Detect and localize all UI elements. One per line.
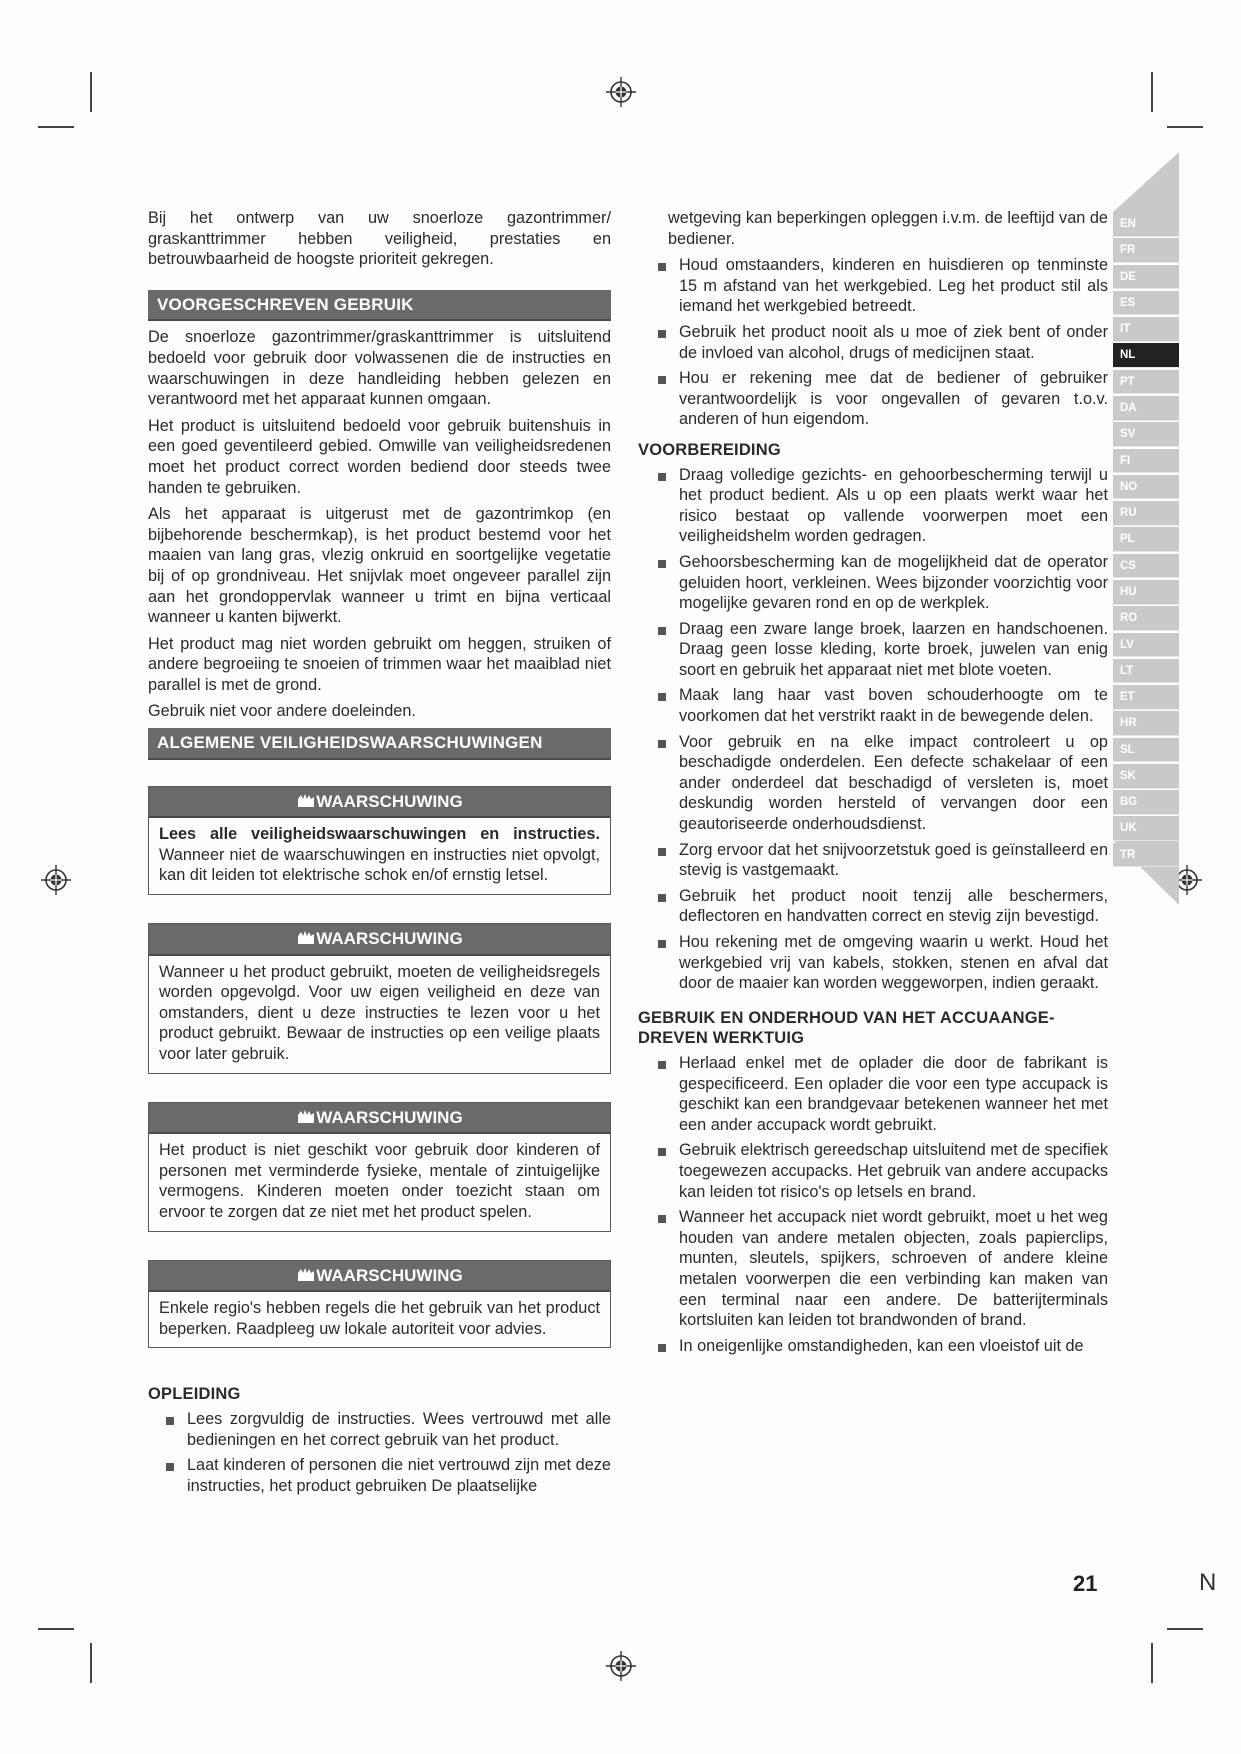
- warning-header: [149, 1103, 610, 1135]
- warning-title: WAARSCHUWING: [316, 791, 463, 811]
- language-tab-pl: PL: [1113, 527, 1179, 552]
- edge-letter: N: [1199, 1569, 1217, 1596]
- language-tab-bg: BG: [1113, 790, 1179, 815]
- battery-tool-list: [640, 1053, 1108, 1356]
- language-tab-hu: HU: [1113, 580, 1179, 605]
- list-item: Hou rekening met de omgeving waarin u werkt. Houd het werkgebied vrij van kabels, stokken, stenen en afval dat door de maaier kan worden weggeworpen, indien geraakt.: [640, 932, 1108, 994]
- section-title-intended-use: VOORGESCHREVEN GEBRUIK: [148, 290, 611, 322]
- language-tab-triangle: [1113, 152, 1179, 212]
- warning-hand-icon: [296, 929, 316, 945]
- list-item: Lees zorgvuldig de instructies. Wees vertrouwd met alle bedieningen en het correct gebruik van het product.: [148, 1409, 611, 1450]
- crop-mark: [38, 1628, 74, 1630]
- paragraph: Gebruik niet voor andere doeleinden.: [148, 702, 416, 721]
- crop-mark: [1151, 72, 1153, 112]
- language-tab-es: ES: [1113, 291, 1179, 316]
- language-tab-sl: SL: [1113, 738, 1179, 763]
- registration-mark-icon: [41, 865, 71, 895]
- language-tab-fi: FI: [1113, 449, 1179, 474]
- section-title-training: OPLEIDING: [148, 1385, 241, 1404]
- list-item: Gehoorsbescherming kan de mogelijkheid dat de operator geluiden hoort, verkleinen. Wees bijzonder voorzichtig voor mogelijke gevaren rond en op de werkplek.: [640, 552, 1108, 614]
- warning-hand-icon: [296, 1266, 316, 1282]
- crop-mark: [90, 72, 92, 112]
- training-list-continued: [640, 255, 1108, 430]
- warning-body: Het product is niet geschikt voor gebruik door kinderen of personen met verminderde fysieke, mentale of zintuigelijke vermogens. Kinderen moeten onder toezicht staan om ervoor te zorgen dat ze niet met het product spelen.: [159, 1141, 600, 1221]
- language-tab-ro: RO: [1113, 606, 1179, 631]
- language-tab-da: DA: [1113, 396, 1179, 421]
- preparation-list: [640, 465, 1108, 994]
- intro-paragraph: Bij het ontwerp van uw snoerloze gazontrimmer/ graskanttrimmer hebben veiligheid, prestaties en betrouwbaarheid de hoogste prioriteit gekregen.: [148, 209, 611, 269]
- crop-mark: [1151, 1643, 1153, 1683]
- warning-text: Wanneer niet de waarschuwingen en instructies niet opvolgt, kan dit leiden tot elektrische schok en/of ernstig letsel.: [159, 845, 600, 885]
- language-tab-uk: UK: [1113, 816, 1179, 841]
- list-item: Gebruik het product nooit tenzij alle beschermers, deflectoren en handvatten correct en stevig zijn bevestigd.: [640, 886, 1108, 927]
- warning-body: Wanneer u het product gebruikt, moeten de veiligheidsregels worden opgevolgd. Voor uw eigen veiligheid en deze van omstanders, dient u deze instructies te lezen voor u het product gebruikt. Bewaar de instructies op een veilige plaats voor later gebruik.: [159, 962, 600, 1063]
- warning-title: WAARSCHUWING: [316, 1265, 463, 1285]
- paragraph: Als het apparaat is uitgerust met de gazontrimkop (en bijbehorende beschermkap), is het product bestemd voor het maaien van lang gras, vlezig onkruid en soortgelijke vegetatie bij of op grondniveau. Het snijvlak moet ongeveer parallel zijn aan het grondoppervlak wanneer u trimt en bijna verticaal wanneer u kanten bijwerkt.: [148, 505, 611, 627]
- crop-mark: [38, 126, 74, 128]
- continued-paragraph: wetgeving kan beperkingen opleggen i.v.m. de leeftijd van de bediener.: [668, 209, 1108, 248]
- list-item: Gebruik het product nooit als u moe of ziek bent of onder de invloed van alcohol, drugs of medicijnen staat.: [640, 322, 1108, 363]
- language-tab-tr: TR: [1113, 843, 1179, 868]
- list-item: Maak lang haar vast boven schouderhoogte om te voorkomen dat het verstrikt raakt in de bewegende delen.: [640, 685, 1108, 726]
- language-tab-nl: NL: [1113, 343, 1179, 368]
- language-tab-et: ET: [1113, 685, 1179, 710]
- crop-mark: [1167, 126, 1203, 128]
- list-item: Draag volledige gezichts- en gehoorbescherming terwijl u het product bedient. Als u op een plaats werkt waar het risico bestaat op vallende voorwerpen moet een veiligheidshelm worden gedragen.: [640, 465, 1108, 547]
- list-item: Laat kinderen of personen die niet vertrouwd zijn met deze instructies, het product gebruiken De plaatselijke: [148, 1455, 611, 1496]
- warning-body: Enkele regio's hebben regels die het gebruik van het product beperken. Raadpleeg uw lokale autoriteit voor advies.: [159, 1299, 600, 1338]
- left-column: [148, 208, 611, 1502]
- warning-header: [149, 1261, 610, 1293]
- list-item: Draag een zware lange broek, laarzen en handschoenen. Draag geen losse kleding, korte broek, juwelen van enig soort en gebruik het apparaat niet met blote voeten.: [640, 619, 1108, 681]
- language-tab-en: EN: [1113, 212, 1179, 237]
- section-title-preparation: VOORBEREIDING: [638, 440, 781, 459]
- list-item: Hou er rekening mee dat de bediener of gebruiker verantwoordelijk is voor ongevallen of gevaren t.o.v. anderen of hun eigendom.: [640, 368, 1108, 430]
- paragraph: Het product is uitsluitend bedoeld voor gebruik buitenshuis in een goed geventileerd gebied. Omwille van veiligheidsredenen moet het product correct worden bediend door steeds twee handen te gebruiken.: [148, 416, 611, 497]
- warning-box: [148, 1260, 611, 1349]
- page-number: 21: [1073, 1571, 1098, 1596]
- right-column: [640, 208, 1108, 1362]
- language-tab-lt: LT: [1113, 659, 1179, 684]
- language-tab-hr: HR: [1113, 711, 1179, 736]
- paragraph: De snoerloze gazontrimmer/graskanttrimmer is uitsluitend bedoeld voor gebruik door volwassenen die de instructies en waarschuwingen in deze handleiding hebben gelezen en verantwoord met het apparaat kunnen omgaan.: [148, 328, 611, 409]
- language-tab-sk: SK: [1113, 764, 1179, 789]
- warning-hand-icon: [296, 1108, 316, 1124]
- list-item: Gebruik elektrisch gereedschap uitsluitend met de specifiek toegewezen accupacks. Het gebruik van andere accupacks kan leiden tot risico's op letsels en brand.: [640, 1140, 1108, 1202]
- paragraph: Het product mag niet worden gebruikt om heggen, struiken of andere begroeiing te snoeien of trimmen waar het maaiblad niet parallel is met de grond.: [148, 634, 611, 694]
- list-item: Houd omstaanders, kinderen en huisdieren op tenminste 15 m afstand van het werkgebied. Leg het product stil als iemand het werkgebied betreedt.: [640, 255, 1108, 317]
- list-item: Zorg ervoor dat het snijvoorzetstuk goed is geïnstalleerd en stevig is vastgemaakt.: [640, 840, 1108, 881]
- warning-body: [149, 818, 610, 894]
- warning-box: [148, 1102, 611, 1232]
- warning-header: [149, 924, 610, 956]
- language-tabs: [1113, 212, 1179, 869]
- language-tab-sv: SV: [1113, 422, 1179, 447]
- warning-title: WAARSCHUWING: [316, 1107, 463, 1127]
- list-item: In oneigenlijke omstandigheden, kan een vloeistof uit de: [640, 1336, 1108, 1357]
- section-title-safety-warnings: ALGEMENE VEILIGHEIDSWAARSCHUWINGEN: [148, 728, 611, 760]
- language-tab-de: DE: [1113, 265, 1179, 290]
- warning-box: [148, 786, 611, 895]
- crop-mark: [90, 1643, 92, 1683]
- language-tab-pt: PT: [1113, 370, 1179, 395]
- language-tab-ru: RU: [1113, 501, 1179, 526]
- warning-bold: Lees alle veiligheidswaarschuwingen en instructies.: [159, 825, 600, 844]
- warning-title: WAARSCHUWING: [316, 929, 463, 949]
- list-item: Herlaad enkel met de oplader die door de fabrikant is gespecificeerd. Een oplader die voor een type accupack is geschikt kan een brandgevaar betekenen wanneer het met een ander accupack wordt gebruikt.: [640, 1053, 1108, 1135]
- warning-hand-icon: [296, 792, 316, 808]
- list-item: Voor gebruik en na elke impact controleert u op beschadigde onderdelen. Een defecte schakelaar of een ander onderdeel dat beschadigd of versleten is, moet deskundig worden hersteld of vervangen door een geautoriseerde onderhoudsdienst.: [640, 732, 1108, 835]
- warning-header: [149, 787, 610, 819]
- section-title-battery-tool: GEBRUIK EN ONDERHOUD VAN HET ACCUAANGE-DREVEN WERKTUIG: [638, 1008, 1055, 1048]
- training-list: [148, 1409, 611, 1496]
- list-item: Wanneer het accupack niet wordt gebruikt, moet u het weg houden van andere metalen objecten, zoals papierclips, munten, sleutels, spijkers, schroeven of andere kleine metalen voorwerpen die een verbinding kan maken van een terminal naar een andere. De batterijterminals kortsluiten kan leiden tot brandwonden of brand.: [640, 1207, 1108, 1331]
- language-tab-no: NO: [1113, 475, 1179, 500]
- registration-mark-icon: [606, 77, 636, 107]
- crop-mark: [1167, 1628, 1203, 1630]
- language-tab-cs: CS: [1113, 554, 1179, 579]
- language-tab-it: IT: [1113, 317, 1179, 342]
- warning-box: [148, 923, 611, 1074]
- registration-mark-icon: [606, 1651, 636, 1681]
- language-tab-lv: LV: [1113, 633, 1179, 658]
- language-tab-fr: FR: [1113, 238, 1179, 263]
